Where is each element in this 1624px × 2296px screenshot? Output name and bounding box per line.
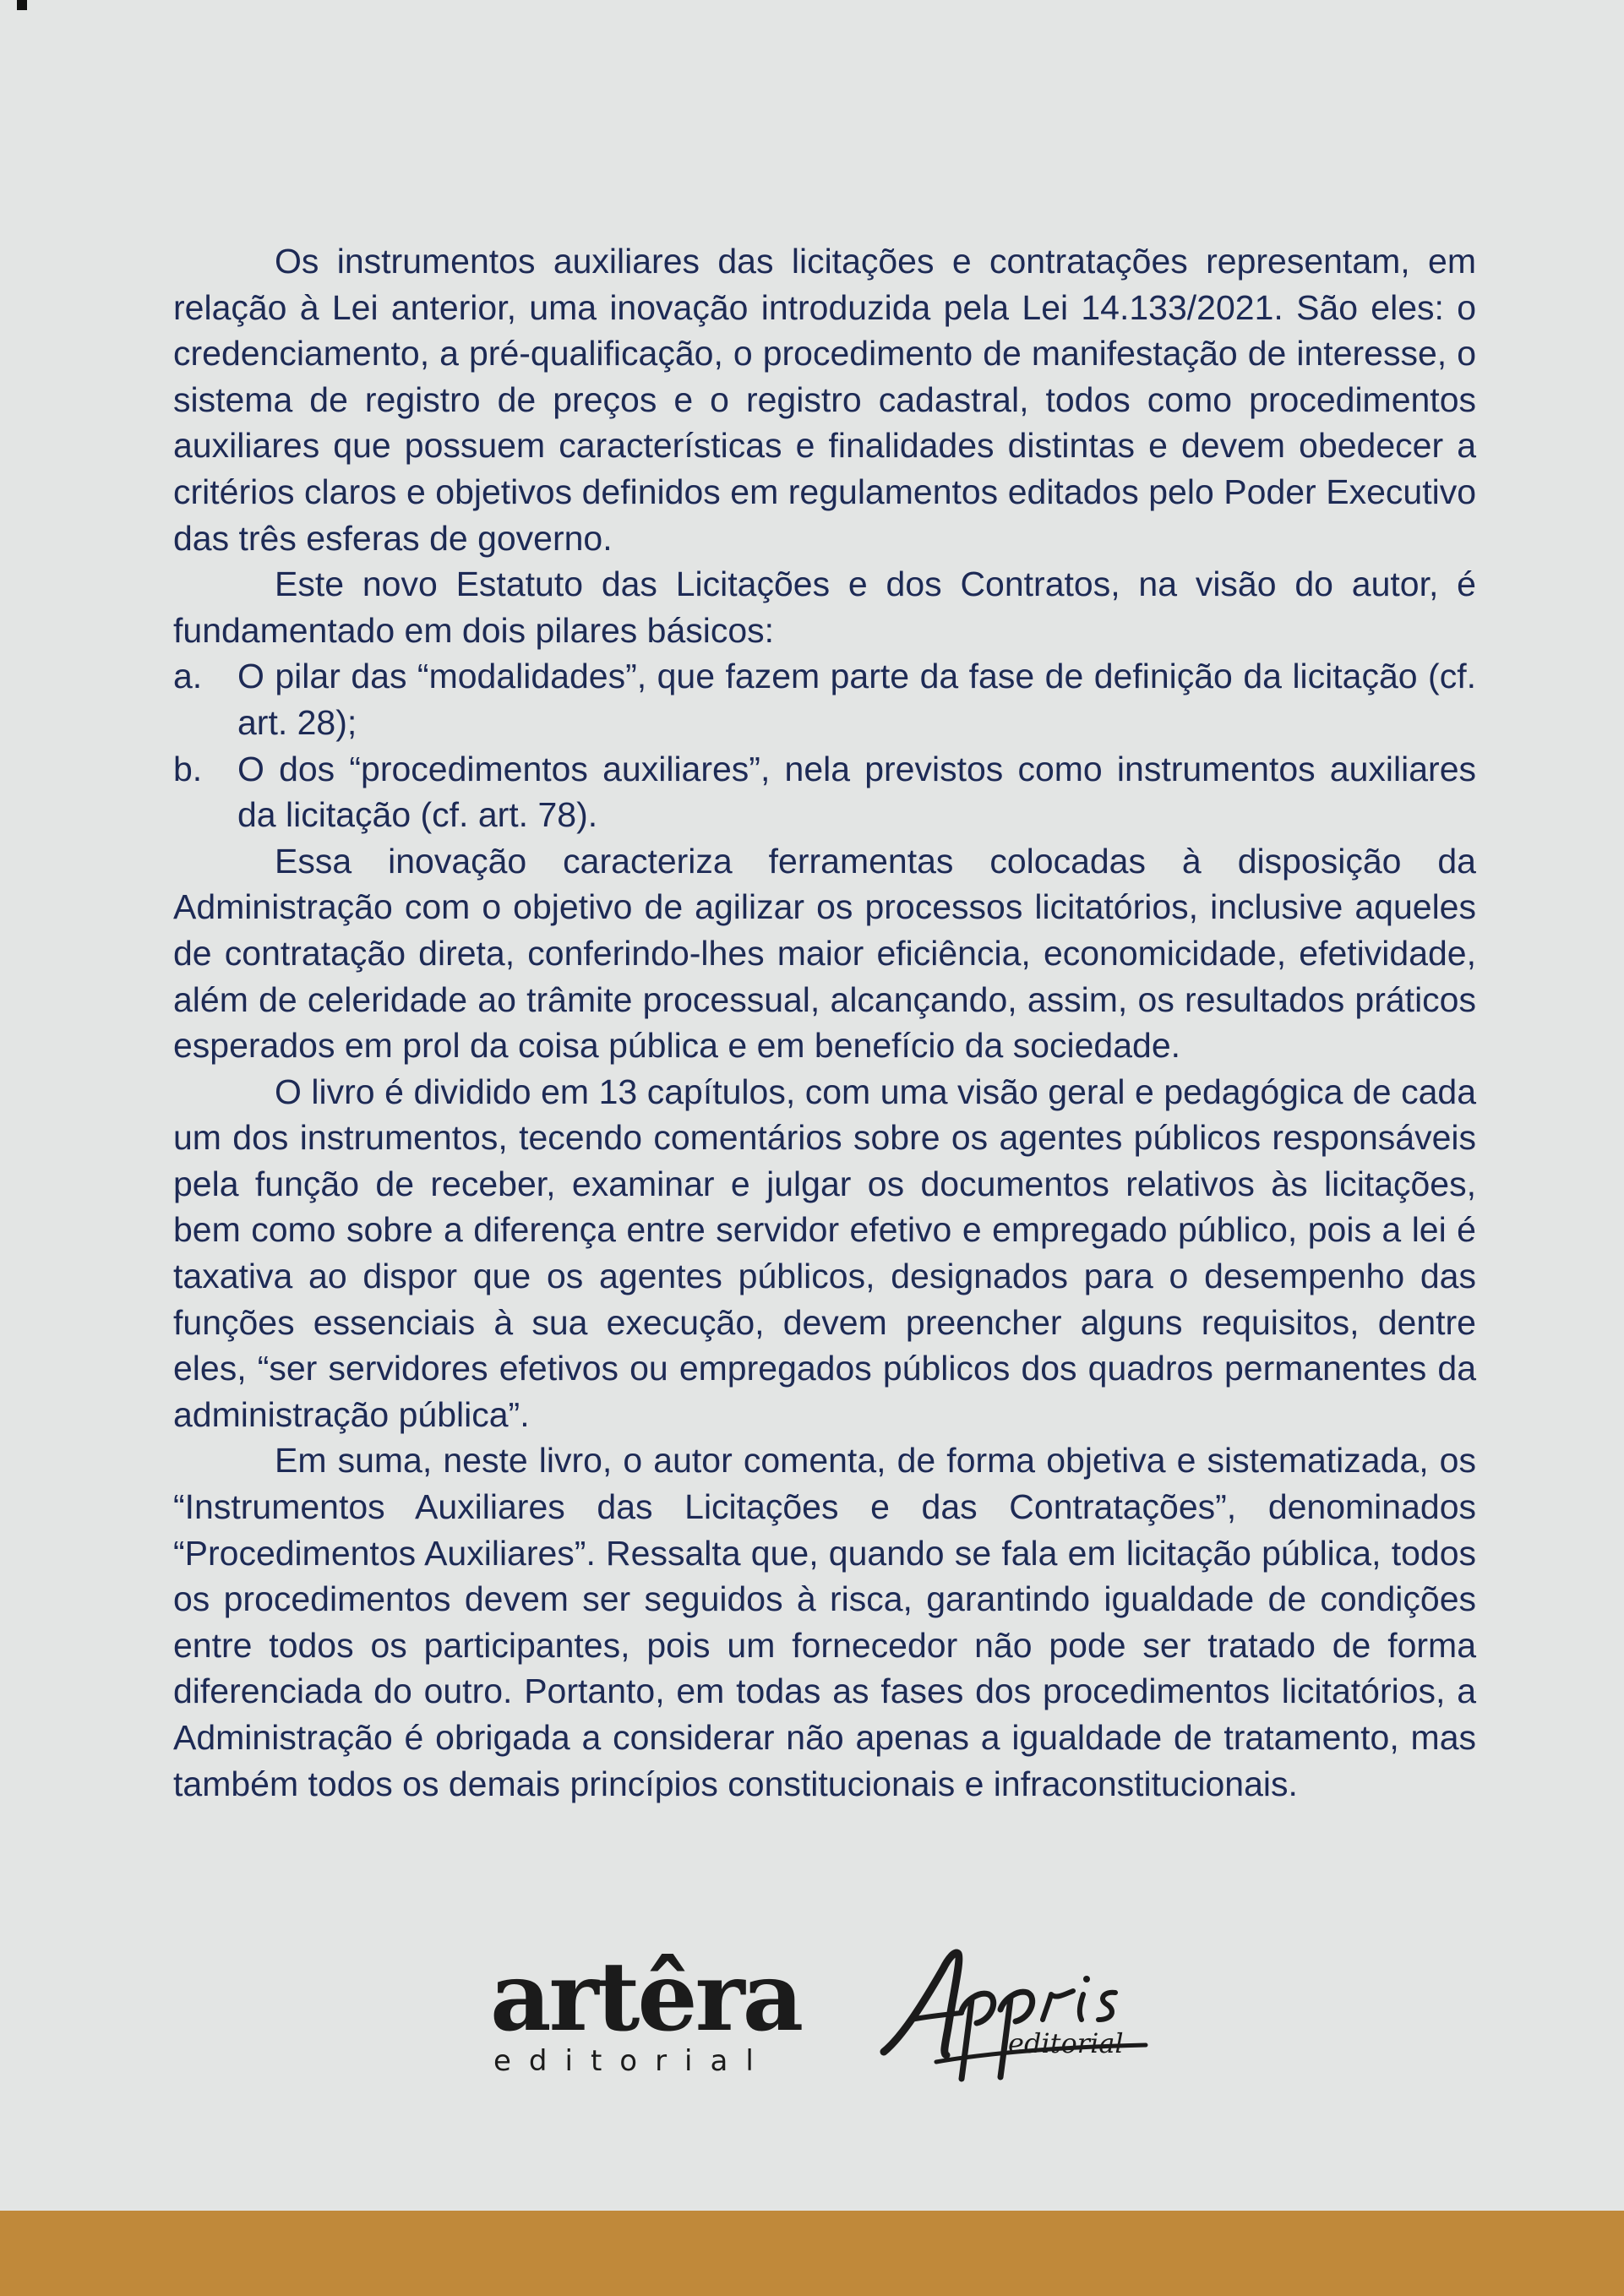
paragraph-1: Os instrumentos auxiliares das licitações e contratações representam, em relação à Lei anterior, uma inovação introduzida pela Lei 14.133/2021. São eles: o credenciamento, a pré-qualificação, o procedimento de manifestação de interesse, o sistema de registro de preços e o registro cadastral, todos como procedimentos auxiliares que possuem características e finalidades distintas e devem obedecer a critérios claros e objetivos definidos em regulamentos editados pelo Poder Executivo das três esferas de governo. (173, 242, 1476, 558)
paragraph-4: O livro é dividido em 13 capítulos, com uma visão geral e pedagógica de cada um dos instrumentos, tecendo comentários sobre os agentes públicos responsáveis pela função de receber, examinar e julgar os documentos relativos às licitações, bem como sobre a diferença entre servidor efetivo e empregado público, pois a lei é taxativa ao dispor que os agentes públicos, designados para o desempenho das funções essenciais à sua execução, devem preencher alguns requisitos, dentre eles, “ser servidores efetivos ou empregados públicos dos quadros permanentes da administração pública”. (173, 1072, 1476, 1434)
list-item (173, 653, 1476, 745)
list-marker: b. (173, 749, 203, 788)
appris-logo-lettering (877, 1935, 1164, 2087)
list-item (173, 746, 1476, 838)
pillars-list (173, 653, 1476, 837)
list-item-text: O pilar das “modalidades”, que fazem parte da fase de definição da licitação (cf. art. 28); (237, 657, 1476, 742)
publisher-logos (0, 1935, 1624, 2087)
artera-editorial-logo (490, 1935, 802, 2087)
appris-editorial-logo (877, 1935, 1164, 2087)
appris-logo-subtitle: editorial (1008, 2027, 1124, 2059)
list-marker: a. (173, 657, 203, 696)
paragraph-3: Essa inovação caracteriza ferramentas colocadas à disposição da Administração com o objetivo de agilizar os processos licitatórios, inclusive aqueles de contratação direta, conferindo-lhes maior eficiência, economicidade, efetividade, além de celeridade ao trâmite processual, alcançando, assim, os resultados práticos esperados em prol da coisa pública e em benefício da sociedade. (173, 841, 1476, 1066)
paragraph-2: Este novo Estatuto das Licitações e dos Contratos, na visão do autor, é fundamentado em dois pilares básicos: (173, 564, 1476, 650)
artera-logo-word: artêra (490, 1942, 802, 2053)
bottom-color-band (0, 2211, 1624, 2296)
crop-mark (17, 0, 27, 10)
back-cover-text (173, 238, 1476, 1807)
artera-logo-subtitle: editorial (493, 2044, 771, 2078)
list-item-text: O dos “procedimentos auxiliares”, nela previstos como instrumentos auxiliares da licitação (cf. art. 78). (237, 749, 1476, 835)
paragraph-5: Em suma, neste livro, o autor comenta, de forma objetiva e sistematizada, os “Instrumentos Auxiliares das Licitações e das Contratações”, denominados “Procedimentos Auxiliares”. Ressalta que, quando se fala em licitação pública, todos os procedimentos devem ser seguidos à risca, garantindo igualdade de condições entre todos os participantes, pois um fornecedor não pode ser tratado de forma diferenciada do outro. Portanto, em todas as fases dos procedimentos licitatórios, a Administração é obrigada a considerar não apenas a igualdade de tratamento, mas também todos os demais princípios constitucionais e infraconstitucionais. (173, 1441, 1476, 1803)
